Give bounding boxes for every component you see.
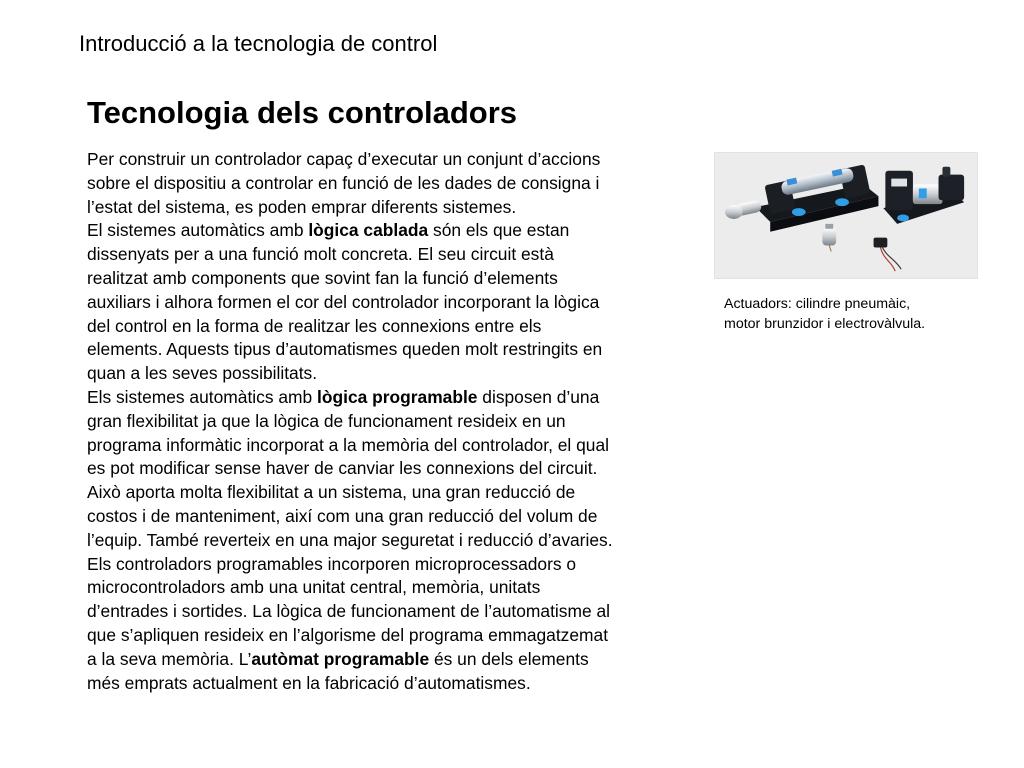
term-wired-logic: lògica cablada xyxy=(308,220,429,241)
term-programmable-automaton: autòmat programable xyxy=(251,648,430,669)
text-line: Per construir un controlador capaç d’executar un conjunt d’accions xyxy=(87,149,601,169)
caption-line: motor brunzidor i electrovàlvula. xyxy=(724,316,926,332)
text-line: elements. Aquests tipus d’automatismes queden molt restringits en xyxy=(87,339,603,360)
body-text xyxy=(87,148,692,695)
text-run: a la seva memòria. L’ xyxy=(87,648,252,669)
text-line: costos i de manteniment, així com una gran reducció del volum de xyxy=(87,505,598,526)
text-line: auxiliars i alhora formen el cor del controlador incorporant la lògica xyxy=(87,291,600,312)
text-run: disposen d’una xyxy=(477,386,600,407)
text-line xyxy=(87,648,692,672)
text-line: microcontroladors amb una unitat central, memòria, unitats xyxy=(87,577,541,598)
text-run: Els sistemes automàtics amb xyxy=(87,386,318,407)
text-run: són els que estan xyxy=(428,220,570,241)
text-line: quan a les seves possibilitats. xyxy=(87,363,318,384)
text-line: realitzat amb components que sovint fan la funció d’elements xyxy=(87,267,558,288)
actuators-illustration xyxy=(715,153,977,278)
actuators-photo xyxy=(714,152,978,279)
course-title: Introducció a la tecnologia de control xyxy=(79,31,438,56)
text-run: El sistemes automàtics amb xyxy=(87,220,309,241)
figure-caption xyxy=(724,294,1004,334)
text-line: es pot modificar sense haver de canviar les connexions del circuit. xyxy=(87,458,598,479)
text-line: gran flexibilitat ja que la lògica de funcionament resideix en un xyxy=(87,410,566,431)
text-run: és un dels elements xyxy=(429,648,589,669)
caption-line: Actuadors: cilindre pneumàic, xyxy=(724,296,911,312)
paragraph-programmable-controllers xyxy=(87,553,692,696)
text-line xyxy=(87,219,692,243)
text-line: del control en la forma de realitzar les connexions entre els xyxy=(87,315,542,336)
text-line: que s’apliquen resideix en l’algorisme del programa emmagatzemat xyxy=(87,624,609,645)
text-line: programa informàtic incorporat a la memòria del controlador, el qual xyxy=(87,434,609,455)
paragraph-intro xyxy=(87,148,692,219)
text-line: sobre el dispositiu a controlar en funció de les dades de consigna i xyxy=(87,172,600,193)
slide-heading: Tecnologia dels controladors xyxy=(87,95,518,130)
text-line: l’equip. També reverteix en una major seguretat i reducció d’avaries. xyxy=(87,529,613,550)
text-line: Això aporta molta flexibilitat a un sistema, una gran reducció de xyxy=(87,482,576,503)
text-line: més emprats actualment en la fabricació d’automatismes. xyxy=(87,672,531,693)
text-line: l’estat del sistema, es poden emprar diferents sistemes. xyxy=(87,196,517,217)
text-line: d’entrades i sortides. La lògica de funcionament de l’automatisme al xyxy=(87,601,610,622)
paragraph-wired-logic xyxy=(87,219,692,386)
text-line: Els controladors programables incorporen microprocessadors o xyxy=(87,553,577,574)
text-line: dissenyats per a una funció molt concreta. El seu circuit està xyxy=(87,244,554,265)
text-line xyxy=(87,386,692,410)
term-programmable-logic: lògica programable xyxy=(317,386,478,407)
paragraph-programmable-logic xyxy=(87,386,692,553)
